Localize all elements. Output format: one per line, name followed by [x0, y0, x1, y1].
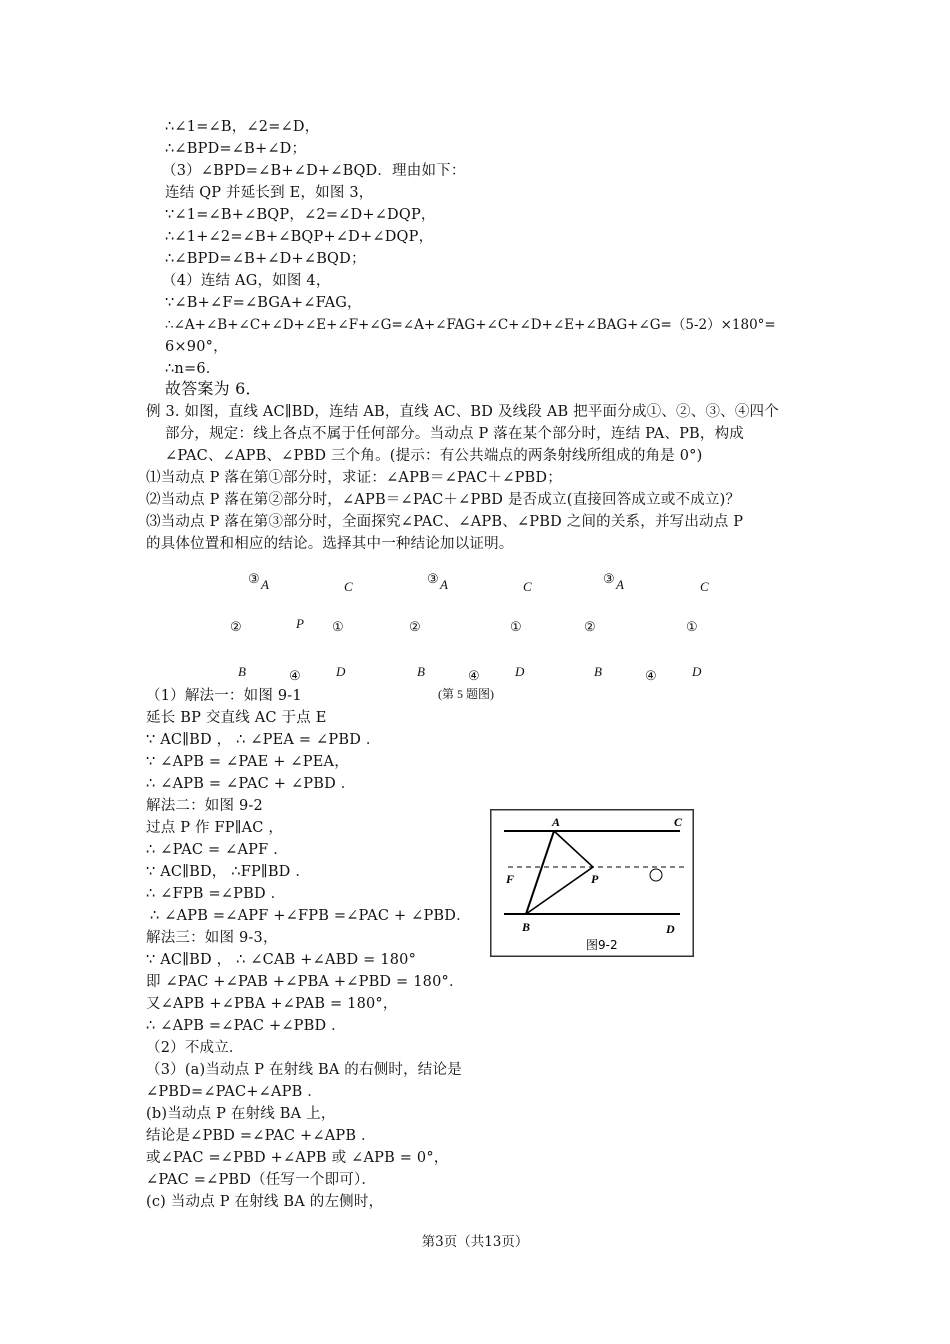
text-line: ∴∠1+∠2=∠B+∠BQP+∠D+∠DQP，: [165, 229, 434, 245]
text-line: ∴ ∠PAC = ∠APF ．: [146, 842, 288, 858]
text-line: ∴n=6．: [165, 361, 221, 377]
question-line: 的具体位置和相应的结论。选择其中一种结论加以证明。: [146, 536, 514, 552]
text-line: （1）解法一：如图 9-1: [146, 688, 302, 704]
text-line: ∴ ∠FPB =∠PBD ．: [146, 886, 286, 902]
label-region4: ④: [468, 668, 480, 683]
label-B: B: [594, 664, 602, 679]
label-region2: ②: [230, 619, 242, 634]
answer-line: 故答案为 6．: [165, 379, 262, 398]
label-B: B: [238, 664, 246, 679]
label-A: A: [440, 577, 448, 592]
fig-label-D: D: [666, 922, 675, 936]
label-region3: ③: [248, 571, 260, 586]
text-line: 解法二：如图 9-2: [146, 798, 263, 814]
label-region1: ①: [332, 619, 344, 634]
text-line: ∴∠A+∠B+∠C+∠D+∠E+∠F+∠G=∠A+∠FAG+∠C+∠D+∠E+∠BAG+∠G=（5-2）×180°=: [165, 317, 776, 333]
label-region3: ③: [427, 571, 439, 586]
text-line: （4）连结 AG，如图 4，: [162, 273, 331, 289]
label-A: A: [616, 577, 624, 592]
text-line: 延长 BP 交直线 AC 于点 E: [146, 710, 327, 726]
text-line: ∴ ∠APB =∠PAC +∠PBD ．: [146, 1018, 346, 1034]
text-line: ∴∠1=∠B，∠2=∠D，: [165, 119, 320, 135]
text-line: (c) 当动点 P 在射线 BA 的左侧时，: [146, 1194, 384, 1210]
page-footer: 第3页（共13页）: [421, 1234, 529, 1250]
label-D: D: [336, 664, 346, 679]
label-C: C: [344, 579, 353, 594]
text-line: ∠PAC =∠PBD（任写一个即可）．: [146, 1172, 377, 1188]
text-line: ∵ ∠APB = ∠PAE + ∠PEA，: [146, 754, 349, 770]
label-B: B: [417, 664, 425, 679]
example-line: 例 3. 如图，直线 AC∥BD，连结 AB，直线 AC、BD 及线段 AB 把平面分成①、②、③、④四个: [146, 404, 779, 420]
label-region1: ①: [686, 619, 698, 634]
text-line: ∵∠B+∠F=∠BGA+∠FAG，: [165, 295, 362, 311]
label-region2: ②: [409, 619, 421, 634]
text-line: （3）(a)当动点 P 在射线 BA 的右侧时，结论是: [146, 1062, 462, 1078]
question-line: ⑴当动点 P 落在第①部分时，求证：∠APB＝∠PAC＋∠PBD；: [146, 470, 562, 486]
figure-caption: (第 5 题图): [438, 687, 494, 701]
text-line: ∴∠BPD=∠B+∠D；: [165, 141, 307, 157]
figure-9-2: [490, 809, 694, 957]
text-line: 或∠PAC =∠PBD +∠APB 或 ∠APB = 0°，: [146, 1150, 449, 1166]
text-line: 过点 P 作 FP∥AC ，: [146, 820, 284, 836]
text-line: ∵ AC∥BD ， ∴ ∠CAB +∠ABD = 180°: [146, 952, 417, 968]
label-region3: ③: [603, 571, 615, 586]
example-line: 部分，规定：线上各点不属于任何部分。当动点 P 落在某个部分时，连结 PA、PB，构成: [165, 426, 744, 442]
label-P: P: [296, 616, 304, 631]
fig-caption: 图9-2: [586, 938, 618, 952]
label-C: C: [523, 579, 532, 594]
text-line: ∵∠1=∠B+∠BQP，∠2=∠D+∠DQP，: [165, 207, 436, 223]
label-region1: ①: [510, 619, 522, 634]
text-line: ∴ ∠APB =∠APF +∠FPB =∠PAC + ∠PBD．: [150, 908, 471, 924]
fig-label-F: F: [506, 872, 515, 886]
text-line: ∴ ∠APB = ∠PAC + ∠PBD ．: [146, 776, 356, 792]
text-line: ∴∠BPD=∠B+∠D+∠BQD；: [165, 251, 366, 267]
fig-label-B: B: [522, 920, 531, 934]
text-line: 即 ∠PAC +∠PAB +∠PBA +∠PBD = 180°．: [146, 974, 464, 990]
text-line: 连结 QP 并延长到 E，如图 3，: [165, 185, 374, 201]
text-line: 解法三：如图 9-3，: [146, 930, 278, 946]
fig-label-A: A: [552, 815, 561, 829]
label-D: D: [692, 664, 702, 679]
text-line: ∵ AC∥BD， ∴FP∥BD ．: [146, 864, 311, 880]
question-line: ⑶当动点 P 落在第③部分时，全面探究∠PAC、∠APB、∠PBD 之间的关系，并写出动点 P: [146, 514, 744, 530]
fig-label-P: P: [591, 872, 599, 886]
label-region4: ④: [289, 668, 301, 683]
text-line: 又∠APB +∠PBA +∠PAB = 180°，: [146, 996, 398, 1012]
question-line: ⑵当动点 P 落在第②部分时，∠APB＝∠PAC＋∠PBD 是否成立(直接回答成立或不成立)？: [146, 492, 741, 508]
text-line: 6×90°，: [165, 339, 228, 355]
text-line: (b)当动点 P 在射线 BA 上，: [146, 1106, 336, 1122]
text-line: ∵ AC∥BD ， ∴ ∠PEA = ∠PBD ．: [146, 732, 381, 748]
text-line: 结论是∠PBD =∠PAC +∠APB ．: [146, 1128, 376, 1144]
label-C: C: [700, 579, 709, 594]
label-D: D: [515, 664, 525, 679]
fig-label-C: C: [674, 815, 683, 829]
text-line: （3）∠BPD=∠B+∠D+∠BQD．理由如下：: [162, 163, 466, 179]
example-line: ∠PAC、∠APB、∠PBD 三个角。(提示：有公共端点的两条射线所组成的角是 0°): [165, 448, 703, 464]
label-A: A: [261, 577, 269, 592]
text-line: （2）不成立．: [146, 1040, 244, 1056]
text-line: ∠PBD=∠PAC+∠APB ．: [146, 1084, 322, 1100]
label-region2: ②: [584, 619, 596, 634]
label-region4: ④: [645, 668, 657, 683]
